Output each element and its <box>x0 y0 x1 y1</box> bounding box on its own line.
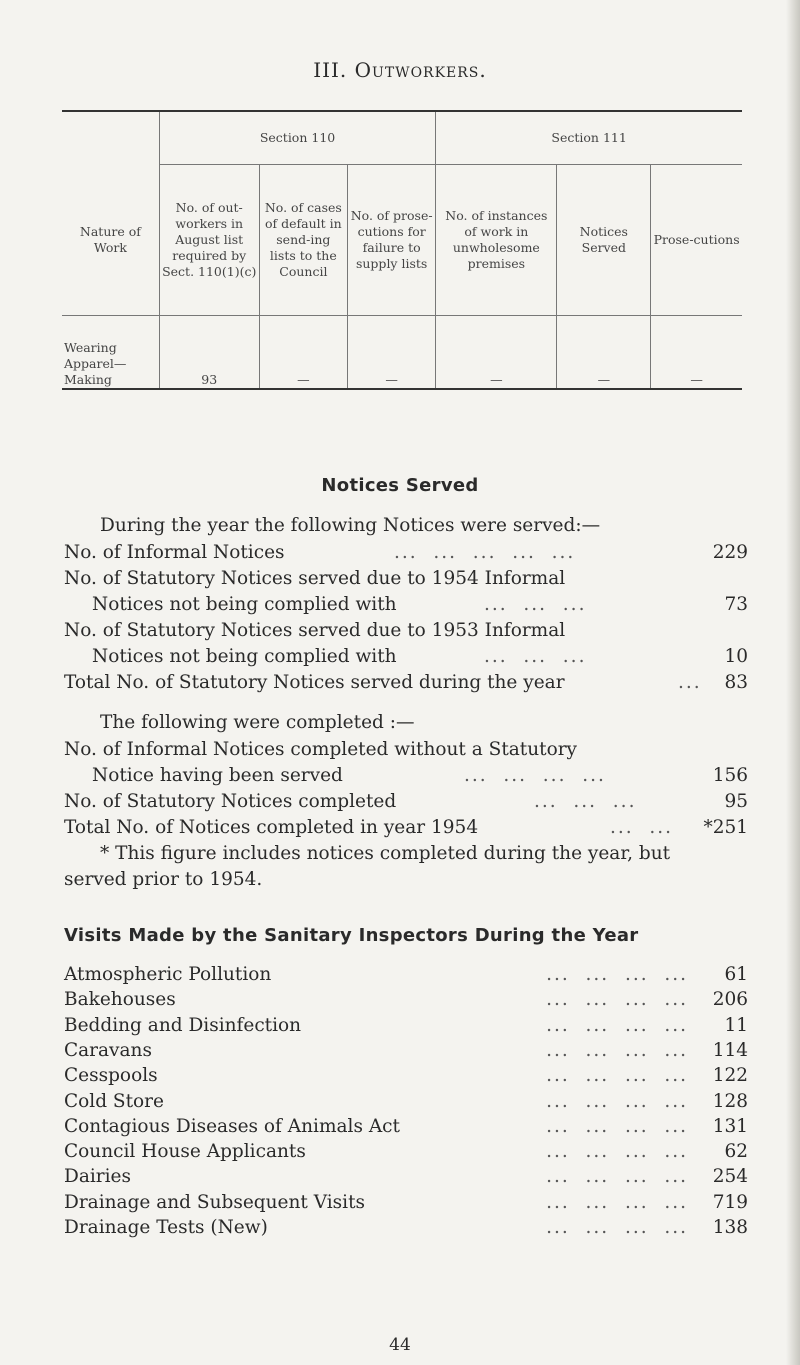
visit-count: 138 <box>712 1217 748 1238</box>
statutory-1953-line2: Notices not being complied with ... ... ... 10 <box>92 646 748 667</box>
visit-count: 122 <box>712 1065 748 1087</box>
col-instances: No. of instances of work in unwholesome premises <box>436 165 557 316</box>
list-item: Council House Applicants ... ... ... ... 62 <box>64 1141 748 1163</box>
total-statutory-line: Total No. of Statutory Notices served during the year ... 83 <box>64 672 748 693</box>
completed-intro: The following were completed :— <box>100 712 415 733</box>
visit-count: 61 <box>724 964 748 985</box>
col-default: No. of cases of default in send-ing lists to the Council <box>259 165 347 316</box>
list-item: Dairies ... ... ... ... 254 <box>64 1166 748 1188</box>
col-prosecutions: Prose-cutions <box>651 165 742 316</box>
informal-notices-line: No. of Informal Notices ... ... ... ... ... 229 <box>64 542 748 563</box>
statutory-completed-line: No. of Statutory Notices completed ... ... ... 95 <box>64 791 748 812</box>
visit-label: Dairies <box>64 1166 131 1188</box>
visit-label: Contagious Diseases of Animals Act <box>64 1115 400 1137</box>
col-outworkers: No. of out-workers in August list required by Sect. 110(1)(c) <box>159 165 259 316</box>
row-outworkers: 93 <box>159 316 259 390</box>
row-default: — <box>259 316 347 390</box>
section-110-header: Section 110 <box>159 111 435 165</box>
list-item: Drainage and Subsequent Visits ... ... ... ... 719 <box>64 1191 748 1213</box>
outworkers-table <box>62 110 742 390</box>
visit-label: Bedding and Disinfection <box>64 1014 302 1036</box>
informal-completed-value: 156 <box>712 765 748 786</box>
statutory-1954-line1: No. of Statutory Notices served due to 1954 Informal <box>64 568 566 589</box>
list-item: Bedding and Disinfection ... ... ... ... 11 <box>64 1014 748 1036</box>
footnote-line1: * This figure includes notices completed during the year, but <box>100 843 671 864</box>
col-prosecutions-failure: No. of prose-cutions for failure to supply lists <box>348 165 436 316</box>
statutory-1954-line2: Notices not being complied with ... ... ... 73 <box>92 594 748 615</box>
visit-count: 62 <box>724 1141 748 1163</box>
informal-completed-line1: No. of Informal Notices completed without a Statutory <box>64 739 577 760</box>
visit-label: Cesspools <box>64 1065 158 1087</box>
visit-count: 114 <box>712 1039 748 1061</box>
visit-count: 11 <box>724 1014 748 1036</box>
visit-label: Drainage and Subsequent Visits <box>64 1191 366 1213</box>
visit-label: Cold Store <box>64 1090 164 1112</box>
row-nature: Wearing Apparel— Making <box>62 316 159 390</box>
visit-count: 128 <box>712 1090 748 1112</box>
visit-label: Atmospheric Pollution <box>64 964 272 985</box>
row-prosecutions-failure: — <box>348 316 436 390</box>
visits-heading: Visits Made by the Sanitary Inspectors During the Year <box>64 925 639 946</box>
footnote-line2: served prior to 1954. <box>64 869 263 890</box>
total-statutory-value: 83 <box>724 672 748 693</box>
row-notices-served: — <box>557 316 651 390</box>
visit-label: Council House Applicants <box>64 1141 306 1163</box>
table-corner <box>62 111 159 165</box>
row-instances: — <box>436 316 557 390</box>
statutory-1953-line1: No. of Statutory Notices served due to 1953 Informal <box>64 620 566 641</box>
informal-notices-value: 229 <box>712 542 748 563</box>
list-item: Caravans ... ... ... ... 114 <box>64 1039 748 1061</box>
visit-label: Caravans <box>64 1039 152 1061</box>
statutory-completed-value: 95 <box>724 791 748 812</box>
list-item: Drainage Tests (New) ... ... ... ... 138 <box>64 1217 748 1238</box>
visit-count: 206 <box>712 989 748 1011</box>
col-nature-of-work: Nature of Work <box>79 223 141 255</box>
list-item: Cold Store ... ... ... ... 128 <box>64 1090 748 1112</box>
list-item: Atmospheric Pollution ... ... ... ... 61 <box>64 964 748 985</box>
col-notices-served: Notices Served <box>557 165 651 316</box>
notices-heading: Notices Served <box>321 475 479 496</box>
total-completed-value: *251 <box>703 817 748 838</box>
page-title: III. Outworkers. <box>313 58 487 82</box>
page-number: 44 <box>389 1335 411 1355</box>
list-item: Contagious Diseases of Animals Act ... ... ... ... 131 <box>64 1115 748 1137</box>
visit-label: Bakehouses <box>64 989 176 1011</box>
total-completed-line: Total No. of Notices completed in year 1954 ... ... *251 <box>64 817 748 838</box>
page-edge-shadow <box>786 0 800 1365</box>
visit-count: 131 <box>712 1115 748 1137</box>
informal-completed-line2: Notice having been served ... ... ... ... 156 <box>92 765 748 786</box>
section-111-header: Section 111 <box>436 111 742 165</box>
list-item: Cesspools ... ... ... ... 122 <box>64 1065 748 1087</box>
visit-label: Drainage Tests (New) <box>64 1217 268 1238</box>
statutory-1954-value: 73 <box>724 594 748 615</box>
visit-count: 254 <box>712 1166 748 1188</box>
list-item: Bakehouses ... ... ... ... 206 <box>64 989 748 1011</box>
statutory-1953-value: 10 <box>724 646 748 667</box>
notices-intro: During the year the following Notices were served:— <box>100 515 601 536</box>
visit-count: 719 <box>712 1191 748 1213</box>
row-prosecutions: — <box>651 316 742 390</box>
